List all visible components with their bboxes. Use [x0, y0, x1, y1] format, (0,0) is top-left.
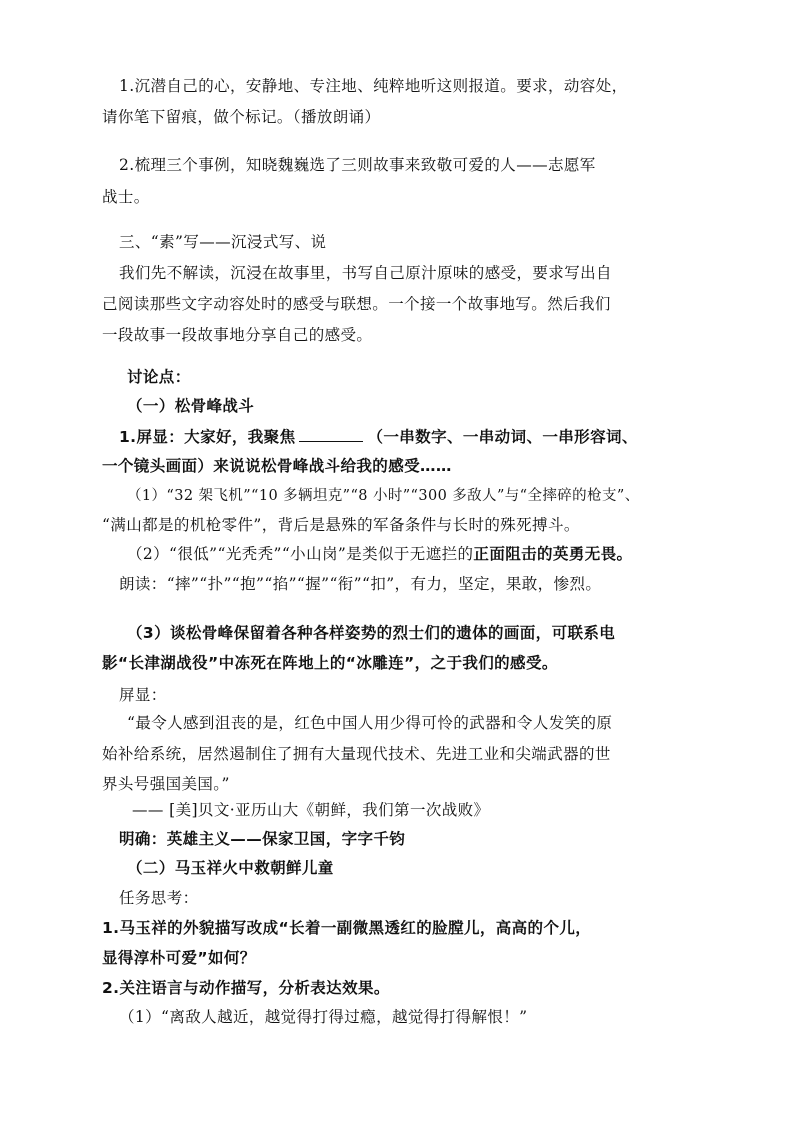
section-para-line-2: 己阅读那些文字动容处时的感受与联想。一个接一个故事地写。然后我们: [102, 295, 611, 313]
prompt-line-1-end: （一串数字、一串动词、一串形容词、: [367, 428, 638, 446]
question-1-line-2: 显得淳朴可爱”如何？: [102, 949, 256, 967]
section-para-line-3: 一段故事一段故事地分享自己的感受。: [102, 326, 373, 344]
point-2-start: （2）“很低”“光秃秃”“小山岗”是类似于无遮拦的: [127, 545, 474, 563]
prompt-line-1: [119, 425, 638, 448]
point-1-line-2: “满山都是的机枪零件”，背后是悬殊的军备条件与长时的殊死搏斗。: [102, 516, 580, 534]
point-2-line: [127, 543, 632, 565]
quote-line-2: 始补给系统，居然遏制住了拥有大量现代技术、先进工业和尖端武器的世: [102, 745, 611, 763]
prompt-line-1-start: 1.屏显：大家好，我聚焦: [119, 428, 296, 446]
quote-line-3: 界头号强国美国。”: [102, 775, 230, 793]
clarification: 明确：英雄主义——保家卫国，字字千钧: [119, 830, 406, 848]
quote-source: —— [美]贝文·亚历山大《朝鲜，我们第一次战败》: [132, 801, 490, 819]
task-2-line-1: 2.梳理三个事例，知晓魏巍选了三则故事来致敬可爱的人——志愿军: [119, 156, 596, 174]
fill-blank: [299, 425, 363, 442]
section-heading: 三、“素”写——沉浸式写、说: [119, 233, 327, 251]
point-1-line-1: （1）“32 架飞机”“10 多辆坦克”“8 小时”“300 多敌人”与“全摔碎的枪支”、: [127, 488, 640, 504]
question-2-point-1: （1）“离敌人越近，越觉得打得过瘾，越觉得打得解恨！”: [119, 1008, 528, 1026]
task-1-line-1: 1.沉潜自己的心，安静地、专注地、纯粹地听这则报道。要求，动容处，: [119, 77, 628, 95]
point-2-emphasis: 正面阻击的英勇无畏。: [473, 545, 633, 563]
reading-line: 朗读：“摔”“扑”“抱”“掐”“握”“衔”“扣”，有力，坚定，果敢，惨烈。: [119, 575, 602, 593]
discussion-label: 讨论点：: [127, 368, 191, 386]
subsection-heading-2: （二）马玉祥火中救朝鲜儿童: [127, 859, 334, 877]
subsection-heading-1: （一）松骨峰战斗: [127, 397, 255, 415]
task-2-line-2: 战士。: [102, 188, 150, 206]
point-3-line-2: 影“长津湖战役”中冻死在阵地上的“冰雕连”，之于我们的感受。: [102, 654, 558, 672]
task-thinking-label: 任务思考：: [119, 889, 199, 907]
section-para-line-1: 我们先不解读，沉浸在故事里，书写自己原汁原味的感受，要求写出自: [119, 264, 612, 282]
question-1-line-1: 1.马玉祥的外貌描写改成“长着一副微黑透红的脸膛儿，高高的个儿，: [102, 919, 592, 937]
screen-label: 屏显：: [119, 686, 167, 704]
point-3-line-1: （3）谈松骨峰保留着各种各样姿势的烈士们的遗体的画面，可联系电: [127, 624, 616, 642]
quote-line-1: “最令人感到沮丧的是，红色中国人用少得可怜的武器和令人发笑的原: [127, 714, 613, 732]
prompt-line-2: 一个镜头画面）来说说松骨峰战斗给我的感受……: [102, 457, 452, 475]
question-2: 2.关注语言与动作描写，分析表达效果。: [102, 979, 390, 997]
task-1-line-2: 请你笔下留痕，做个标记。（播放朗诵）: [102, 108, 381, 126]
